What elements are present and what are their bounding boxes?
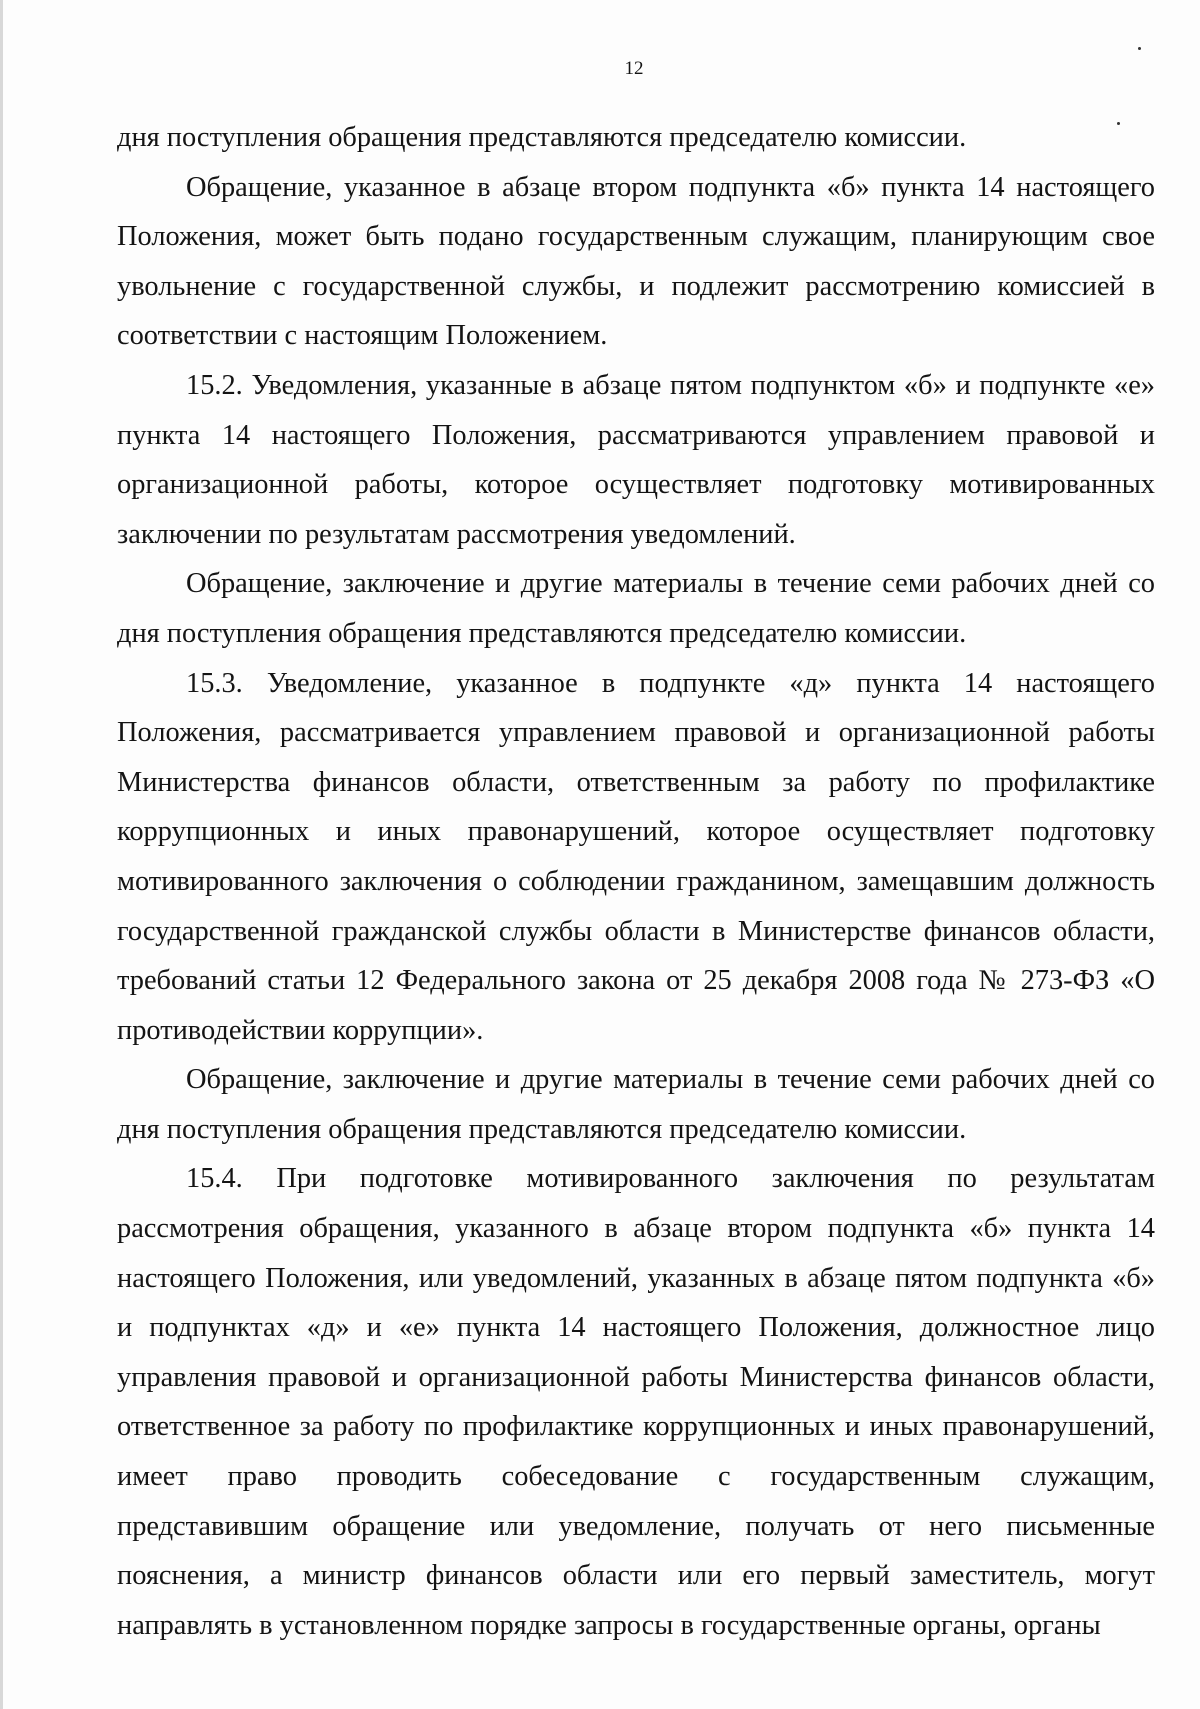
paragraph: Обращение, заключение и другие материалы в течение семи рабочих дней со дня поступления обращения представляются председателю комиссии. xyxy=(117,1064,1155,1145)
page-number: 12 xyxy=(624,58,644,79)
paragraph-15-4: 15.4. При подготовке мотивированного заключения по результатам рассмотрения обращения, указанного в абзаце втором подпункта «б» пункта 14 настоящего Положения, или уведомлений, указанных в абзаце пятом подпункта «б» и подпунктах «д» и «е» пункта 14 настоящего Положения, должностное лицо управления правовой и организационной работы Министерства финансов области, ответственное за работу по профилактике коррупционных и иных правонарушений, имеет право проводить собеседование с государственным служащим, представившим обращение или уведомление, получать от него письменные пояснения, а министр финансов области или его первый заместитель, могут направлять в установленном порядке запросы в государственные органы, органы xyxy=(117,1163,1155,1641)
paragraph: Обращение, заключение и другие материалы в течение семи рабочих дней со дня поступления обращения представляются председателю комиссии. xyxy=(117,568,1155,649)
scan-edge xyxy=(0,0,3,1709)
paragraph-15-2: 15.2. Уведомления, указанные в абзаце пятом подпунктом «б» и подпункте «е» пункта 14 настоящего Положения, рассматриваются управлением правовой и организационной работы, которое осуществляет подготовку мотивированных заключении по результатам рассмотрения уведомлений. xyxy=(117,369,1155,550)
scan-speck xyxy=(1138,47,1141,50)
paragraph: Обращение, указанное в абзаце втором подпункта «б» пункта 14 настоящего Положения, может быть подано государственным служащим, планирующим свое увольнение с государственной службы, и подлежит рассмотрению комиссией в соответствии с настоящим Положением. xyxy=(117,171,1155,352)
paragraph-15-3: 15.3. Уведомление, указанное в подпункте «д» пункта 14 настоящего Положения, рассматривается управлением правовой и организационной работы Министерства финансов области, ответственным за работу по профилактике коррупционных и иных правонарушений, которое осуществляет подготовку мотивированного заключения о соблюдении гражданином, замещавшим должность государственной гражданской службы области в Министерстве финансов области, требований статьи 12 Федерального закона от 25 декабря 2008 года № 273-ФЗ «О противодействии коррупции». xyxy=(117,667,1155,1046)
document-body xyxy=(117,113,1155,1650)
paragraph-continuation: дня поступления обращения представляются председателю комиссии. xyxy=(117,122,967,153)
